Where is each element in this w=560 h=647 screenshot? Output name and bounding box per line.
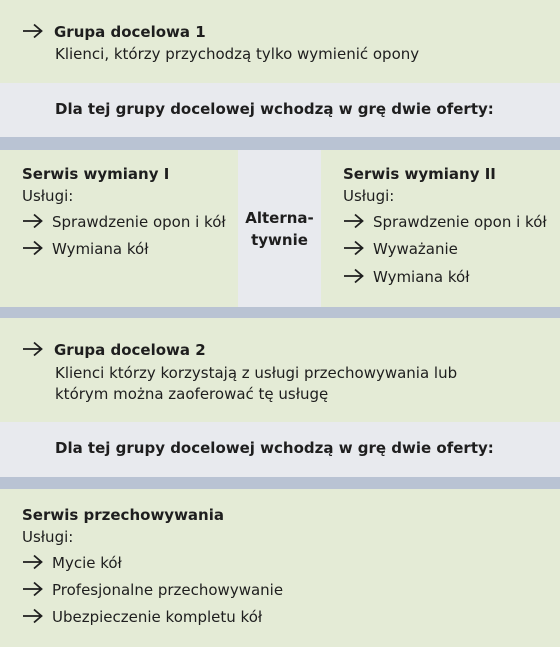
alternative-line-1: Alterna- bbox=[245, 209, 314, 227]
list-item: Profesjonalne przechowywanie bbox=[22, 580, 283, 600]
list-item: Mycie kół bbox=[22, 553, 122, 573]
list-item: Ubezpieczenie kompletu kół bbox=[22, 607, 262, 627]
separator-2 bbox=[0, 307, 560, 318]
arrow-right-icon bbox=[22, 581, 44, 597]
group-2-title: Grupa docelowa 2 bbox=[54, 341, 206, 359]
group-1-heading bbox=[22, 22, 206, 42]
arrow-right-icon bbox=[22, 23, 44, 39]
arrow-right-icon bbox=[343, 240, 365, 256]
arrow-right-icon bbox=[22, 341, 44, 357]
group-1-description: Klienci, którzy przychodzą tylko wymienić opony bbox=[55, 45, 420, 63]
service-3-label: Usługi: bbox=[22, 528, 74, 546]
list-item: Sprawdzenie opon i kół bbox=[22, 212, 226, 232]
group-2-heading bbox=[22, 340, 206, 360]
list-item: Wyważanie bbox=[343, 239, 458, 259]
service-1-label: Usługi: bbox=[22, 187, 74, 205]
group-1-title: Grupa docelowa 1 bbox=[54, 23, 206, 41]
service-1-title: Serwis wymiany I bbox=[22, 165, 170, 183]
group-2-description-line-2: którym można zaoferować tę usługę bbox=[55, 385, 329, 403]
separator-1 bbox=[0, 137, 560, 150]
list-item: Sprawdzenie opon i kół bbox=[343, 212, 547, 232]
service-2-title: Serwis wymiany II bbox=[343, 165, 496, 183]
arrow-right-icon bbox=[343, 268, 365, 284]
service-2-label: Usługi: bbox=[343, 187, 395, 205]
arrow-right-icon bbox=[22, 240, 44, 256]
offers-note-1: Dla tej grupy docelowej wchodzą w grę dwie oferty: bbox=[55, 100, 494, 118]
list-item: Wymiana kół bbox=[22, 239, 148, 259]
list-item: Wymiana kół bbox=[343, 267, 469, 287]
arrow-right-icon bbox=[22, 213, 44, 229]
arrow-right-icon bbox=[22, 608, 44, 624]
separator-3 bbox=[0, 477, 560, 489]
alternative-panel bbox=[238, 150, 321, 307]
arrow-right-icon bbox=[22, 554, 44, 570]
arrow-right-icon bbox=[343, 213, 365, 229]
alternative-line-2: tywnie bbox=[251, 231, 308, 249]
service-3-title: Serwis przechowywania bbox=[22, 506, 224, 524]
group-2-description-line-1: Klienci którzy korzystają z usługi przechowywania lub bbox=[55, 364, 458, 382]
offers-note-2: Dla tej grupy docelowej wchodzą w grę dwie oferty: bbox=[55, 439, 494, 457]
